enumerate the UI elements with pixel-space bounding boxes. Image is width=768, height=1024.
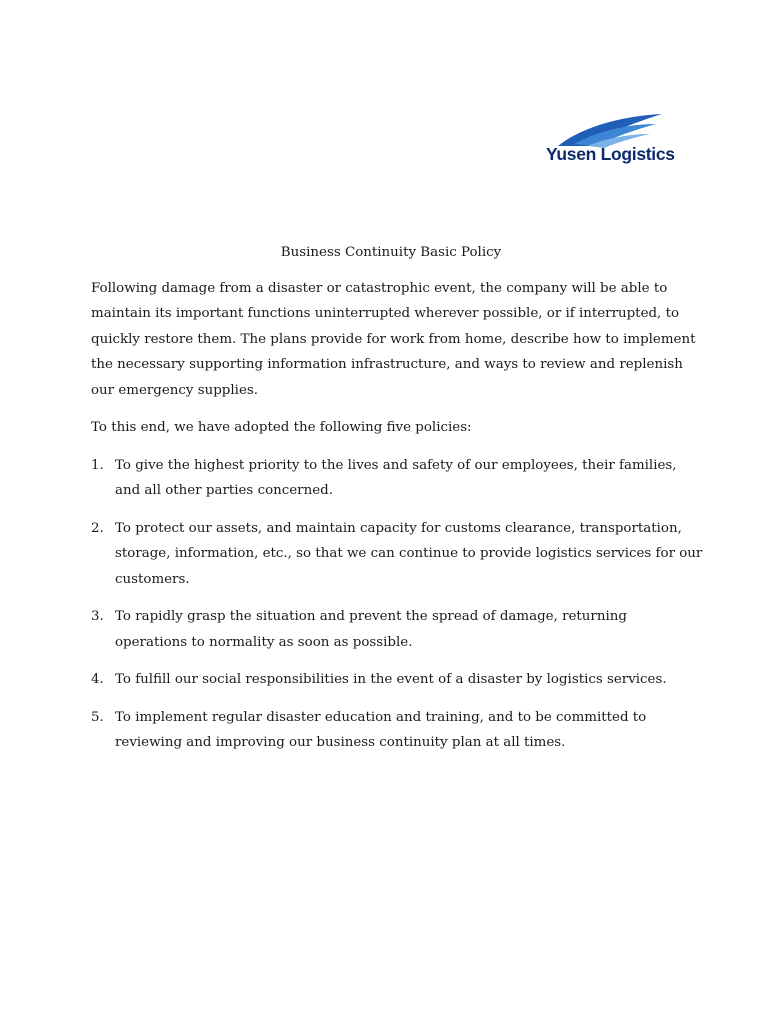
list-item-number: 4.: [91, 672, 104, 687]
list-item-text: To give the highest priority to the lives and safety of our employees, their families, and all other parties concerned.: [115, 457, 677, 498]
logo-text: Yusen Logistics: [546, 144, 675, 164]
lead-in-paragraph: To this end, we have adopted the following five policies:: [91, 420, 472, 435]
list-item-text: To implement regular disaster education and training, and to be committed to reviewing and improving our business continuity plan at all times.: [115, 709, 647, 750]
list-item: [91, 705, 703, 756]
policy-list: [91, 453, 703, 756]
list-item-number: 1.: [91, 457, 104, 473]
company-logo: [540, 110, 690, 188]
list-item: [91, 516, 703, 593]
list-item-number: 2.: [91, 520, 104, 536]
intro-paragraph: Following damage from a disaster or catastrophic event, the company will be able to maintain its important functions uninterrupted wherever possible, or if interrupted, to quickly restore them. The plans provide for work from home, describe how to implement the necessary supporting information infrastructure, and ways to review and replenish our emergency supplies.: [91, 280, 696, 398]
list-item: [91, 604, 703, 655]
document-title: Business Continuity Basic Policy: [280, 245, 502, 260]
list-item-text: To rapidly grasp the situation and prevent the spread of damage, returning operations to normality as soon as possible.: [115, 609, 627, 650]
list-item-number: 3.: [91, 609, 104, 624]
list-item: [91, 453, 703, 504]
list-item: [91, 667, 703, 693]
list-item-text: To fulfill our social responsibilities in the event of a disaster by logistics services.: [115, 672, 667, 687]
list-item-text: To protect our assets, and maintain capacity for customs clearance, transportation, storage, information, etc., so that we can continue to provide logistics services for our customers.: [115, 520, 703, 587]
document-body: [91, 240, 703, 768]
list-item-number: 5.: [91, 709, 104, 725]
